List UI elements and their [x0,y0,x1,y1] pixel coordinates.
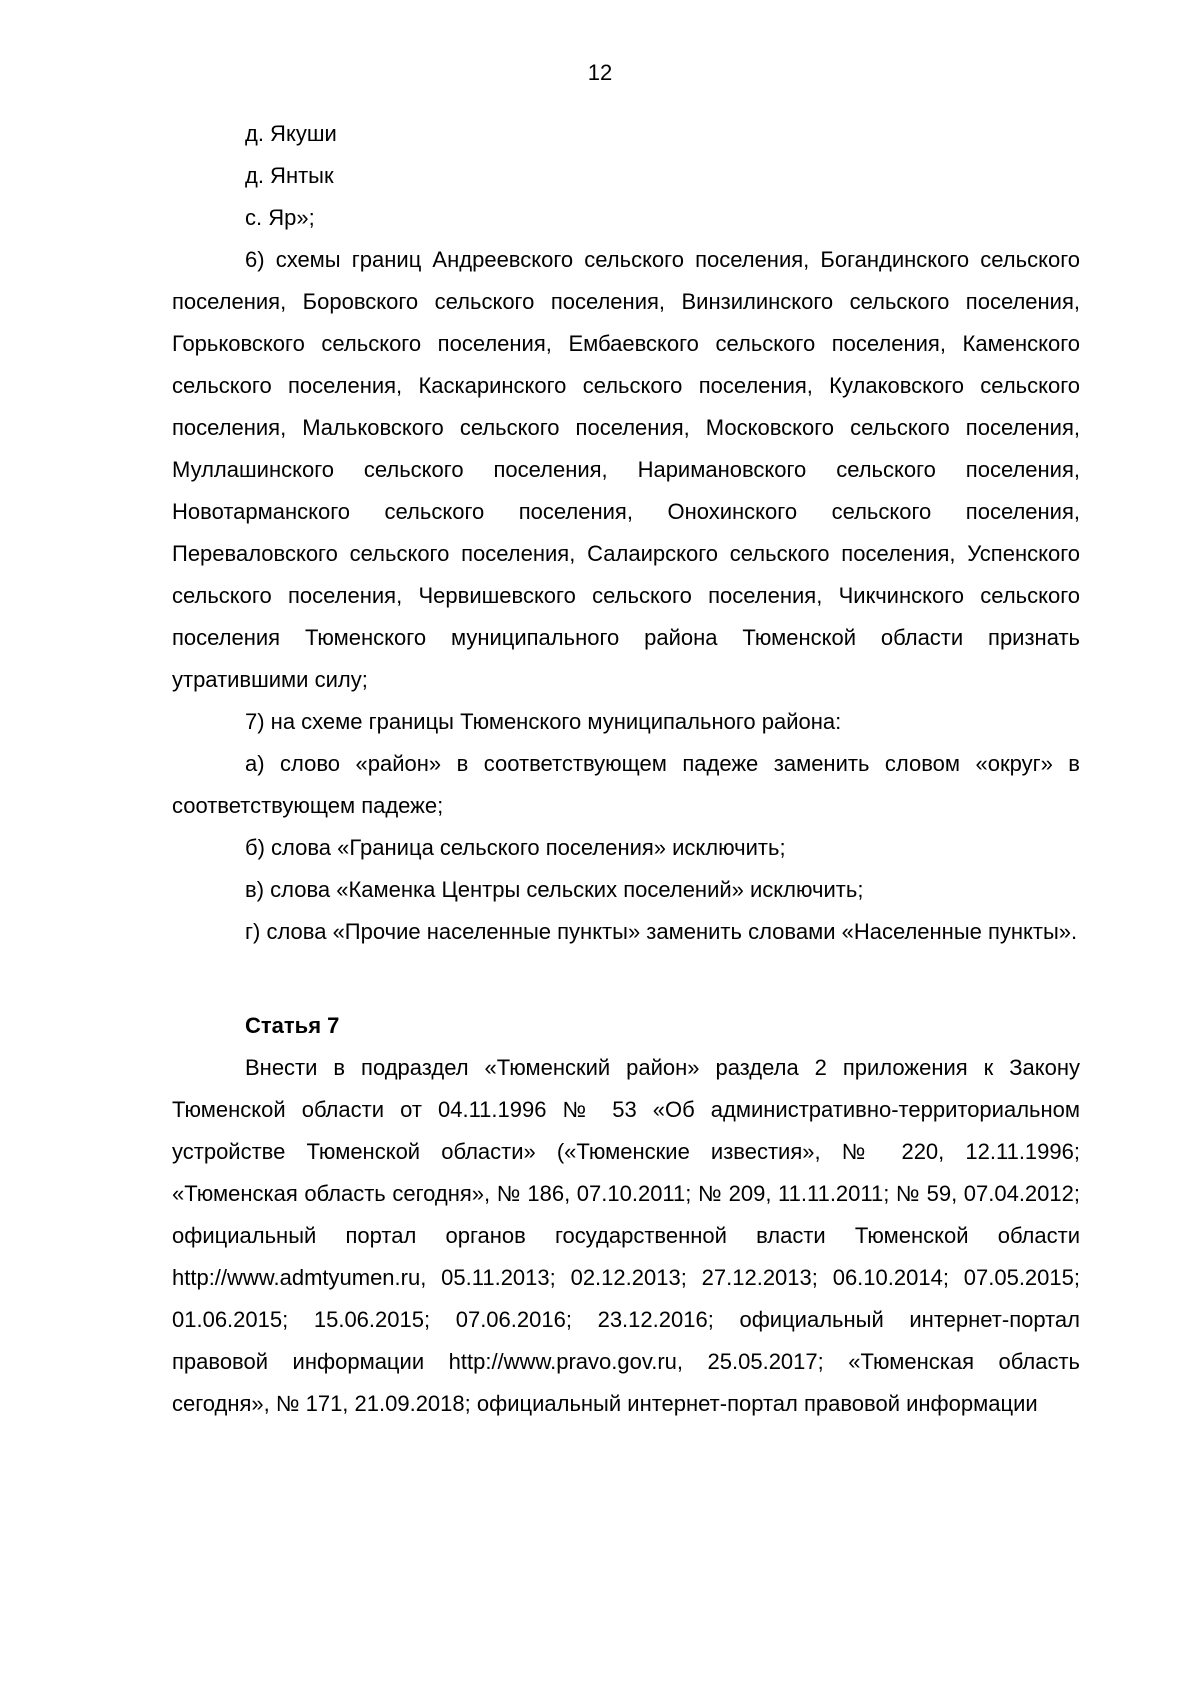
paragraph-item-7: 7) на схеме границы Тюменского муниципального района: [245,709,842,734]
paragraph-item-6: 6) схемы границ Андреевского сельского поселения, Богандинского сельского поселения, Боровского сельского поселения, Винзилинского сельского поселения, Горьковского сельского поселения, Ембаевского сельского поселения, Каменского сельского поселения, Каскаринского сельского поселения, Кулаковского сельского поселения, Мальковского сельского поселения, Московского сельского поселения, Муллашинского сельского поселения, Наримановского сельского поселения, Новотарманского сельского поселения, Онохинского сельского поселения, Переваловского сельского поселения, Салаирского сельского поселения, Успенского сельского поселения, Червишевского сельского поселения, Чикчинского сельского поселения Тюменского муниципального района Тюменской области признать утратившими силу; [172,247,1080,692]
village-item: с. Яр»; [245,205,315,230]
paragraph-subitem-v: в) слова «Каменка Центры сельских поселений» исключить; [245,877,864,902]
paragraph-subitem-b: б) слова «Граница сельского поселения» исключить; [245,835,786,860]
article-heading: Статья 7 [245,1013,340,1038]
paragraph-subitem-a: а) слово «район» в соответствующем падеже заменить словом «округ» в соответствующем падеже; [172,751,1080,818]
village-item: д. Янтык [245,163,334,188]
paragraph-subitem-g: г) слова «Прочие населенные пункты» заменить словами «Населенные пункты». [245,919,1078,944]
document-body [172,113,1080,1425]
village-item: д. Якуши [245,121,337,146]
article-text: Внести в подраздел «Тюменский район» раздела 2 приложения к Закону Тюменской области от 04.11.1996 № 53 «Об административно-территориальном устройстве Тюменской области» («Тюменские известия», № 220, 12.11.1996; «Тюменская область сегодня», № 186, 07.10.2011; № 209, 11.11.2011; № 59, 07.04.2012; официальный портал органов государственной власти Тюменской области http://www.admtyumen.ru, 05.11.2013; 02.12.2013; 27.12.2013; 06.10.2014; 07.05.2015; 01.06.2015; 15.06.2015; 07.06.2016; 23.12.2016; официальный интернет-портал правовой информации http://www.pravo.gov.ru, 25.05.2017; «Тюменская область сегодня», № 171, 21.09.2018; официальный интернет-портал правовой информации [172,1055,1080,1416]
page-number: 12 [587,60,613,85]
